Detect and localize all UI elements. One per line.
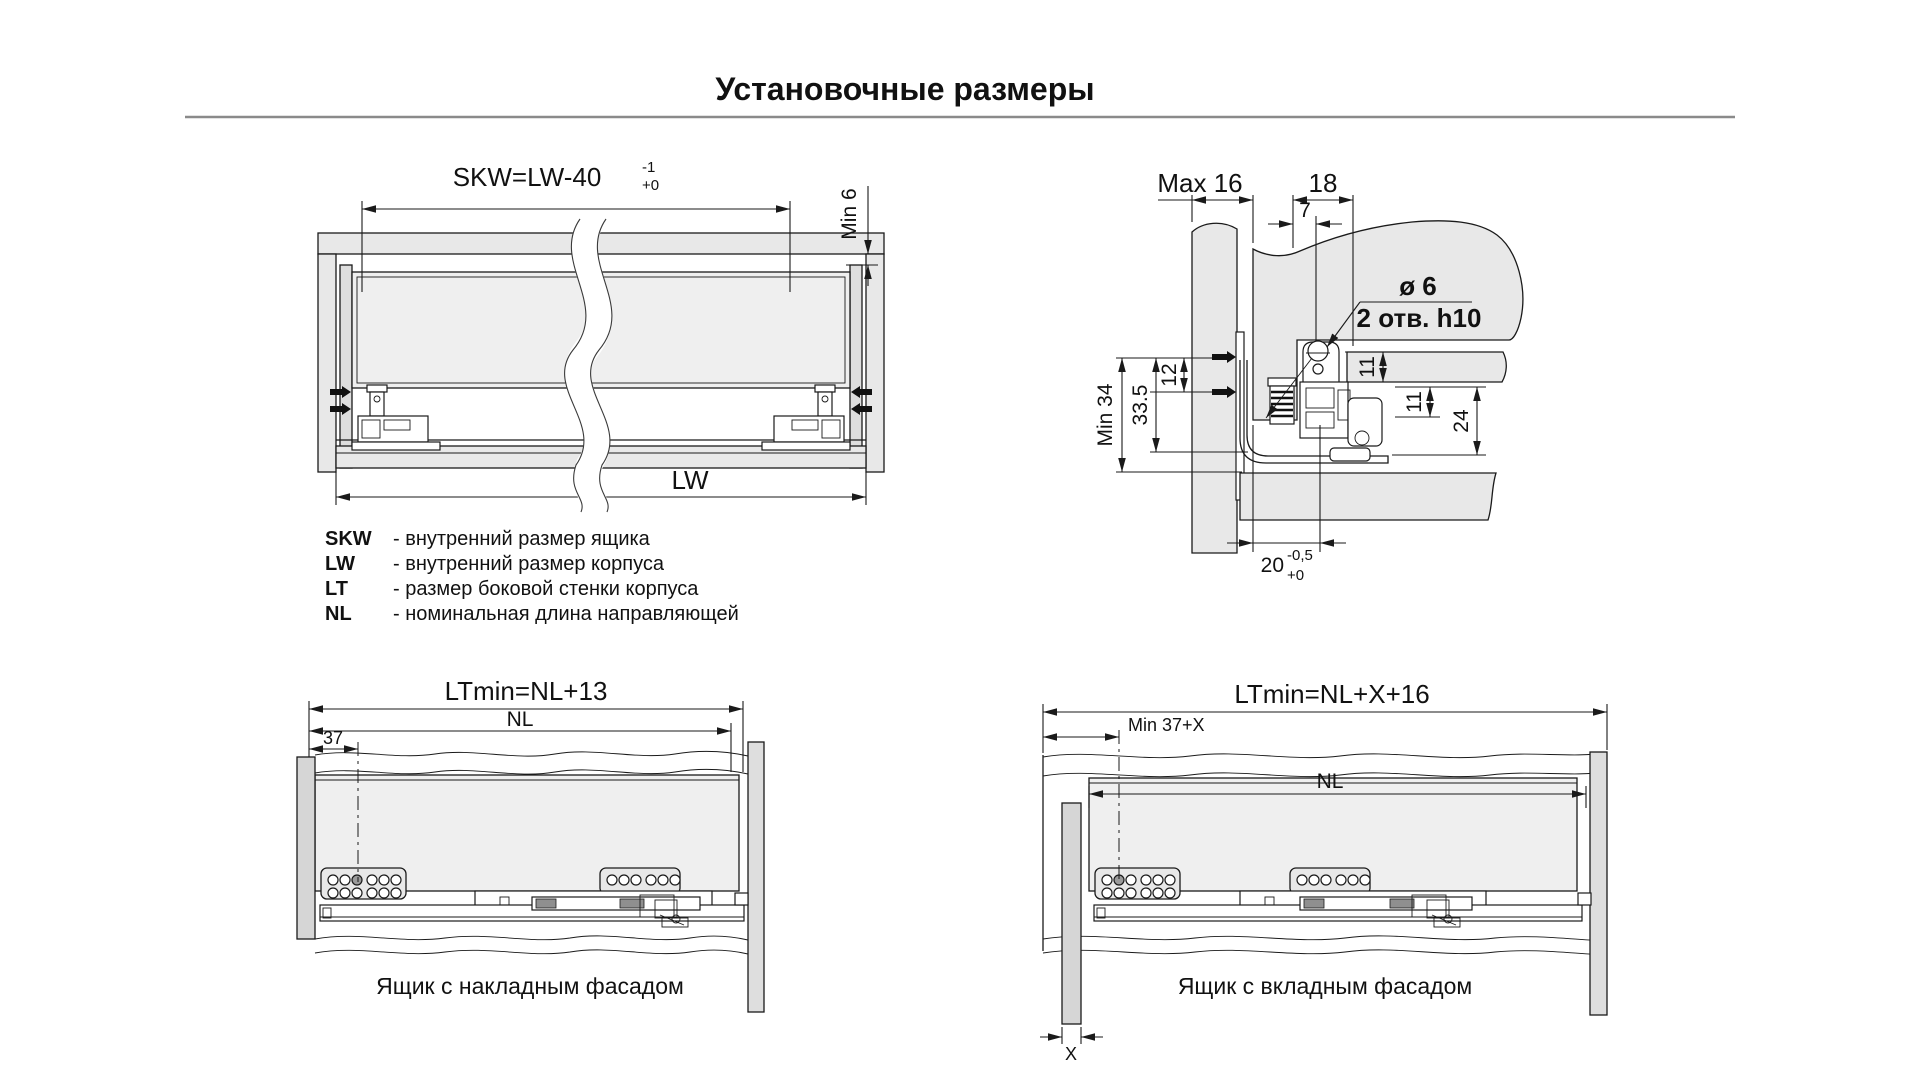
d24-label: 24 — [1450, 409, 1473, 433]
drawer-side-right — [850, 265, 862, 468]
legend-desc: - номинальная длина направляющей — [393, 603, 739, 625]
lw-dim-label: LW — [671, 465, 709, 495]
ltmin-label: LTmin=NL+X+16 — [1234, 679, 1430, 709]
hole-plate-front — [321, 868, 406, 899]
cabinet-back-panel — [748, 742, 764, 1012]
break-wave — [1043, 936, 1607, 941]
cabinet-right-wall — [866, 254, 884, 472]
skw-tol-upper: -1 — [642, 159, 656, 176]
d18-label: 18 — [1308, 168, 1338, 198]
hole-plate-middle — [600, 868, 680, 894]
d20-tol-upper: -0,5 — [1287, 547, 1313, 564]
front-panel-overlay — [297, 757, 315, 939]
x-label: X — [1064, 1044, 1078, 1064]
nl-label: NL — [1316, 770, 1344, 793]
cabinet-back-panel — [1590, 752, 1607, 1015]
d11-mid-label: 11 — [1403, 391, 1426, 413]
max16-label: Max 16 — [1157, 168, 1243, 198]
legend-desc: - внутренний размер ящика — [393, 528, 650, 550]
overlay-caption: Ящик с накладным фасадом — [376, 973, 684, 999]
break-wave — [315, 950, 748, 954]
d7-label: 7 — [1299, 199, 1311, 222]
slide-hardware-left — [352, 385, 440, 450]
selected-hole — [352, 875, 362, 885]
mounting-hole — [1308, 341, 1328, 361]
mounting-detail-drawing — [1094, 168, 1523, 584]
inset-front-drawing — [1040, 679, 1607, 1064]
skw-tol-lower: +0 — [642, 177, 660, 194]
nl-label: NL — [506, 708, 534, 731]
overlay-front-drawing — [297, 676, 764, 1012]
min34-label: Min 34 — [1094, 383, 1117, 447]
legend — [325, 528, 739, 625]
drawer-side-left — [340, 265, 352, 468]
slide-hardware-right — [762, 385, 850, 450]
cabinet-left-wall — [318, 254, 336, 472]
front-panel — [1192, 223, 1237, 553]
legend-desc: - размер боковой стенки корпуса — [393, 578, 699, 600]
min37x-label: Min 37+X — [1128, 715, 1205, 735]
skw-dim-label: SKW=LW-40 — [452, 162, 602, 192]
legend-term: NL — [325, 603, 352, 625]
legend-term: LW — [325, 553, 355, 575]
break-wave — [1043, 950, 1607, 955]
d20-label: 20 — [1260, 554, 1284, 577]
legend-term: LT — [325, 578, 348, 600]
d20-tol-lower: +0 — [1287, 567, 1305, 584]
cabinet-bottom-panel — [1240, 473, 1496, 520]
hole-plate-front — [1095, 868, 1180, 899]
mounting-hole-small — [1313, 364, 1323, 374]
front-section-drawing — [318, 159, 884, 512]
legend-term: SKW — [325, 528, 372, 550]
break-wave — [315, 936, 748, 940]
break-wave — [315, 769, 748, 774]
d12-label: 12 — [1158, 363, 1181, 387]
ltmin-label: LTmin=NL+13 — [444, 676, 608, 706]
d335-label: 33.5 — [1129, 384, 1152, 426]
front-panel-inset — [1062, 803, 1081, 1024]
cabinet-top-panel — [318, 233, 884, 254]
hole-plate-middle — [1290, 868, 1370, 894]
legend-desc: - внутренний размер корпуса — [393, 553, 664, 575]
hole-count-label: 2 отв. h10 — [1356, 303, 1482, 333]
break-wave — [315, 751, 748, 756]
d37-label: 37 — [322, 728, 344, 748]
d11-top-label: 11 — [1356, 356, 1379, 378]
min6-label: Min 6 — [838, 188, 861, 240]
hole-diameter-label: ø 6 — [1399, 271, 1437, 301]
page-title: Установочные размеры — [715, 71, 1095, 107]
break-wave — [1043, 753, 1607, 758]
inset-caption: Ящик с вкладным фасадом — [1177, 973, 1473, 999]
